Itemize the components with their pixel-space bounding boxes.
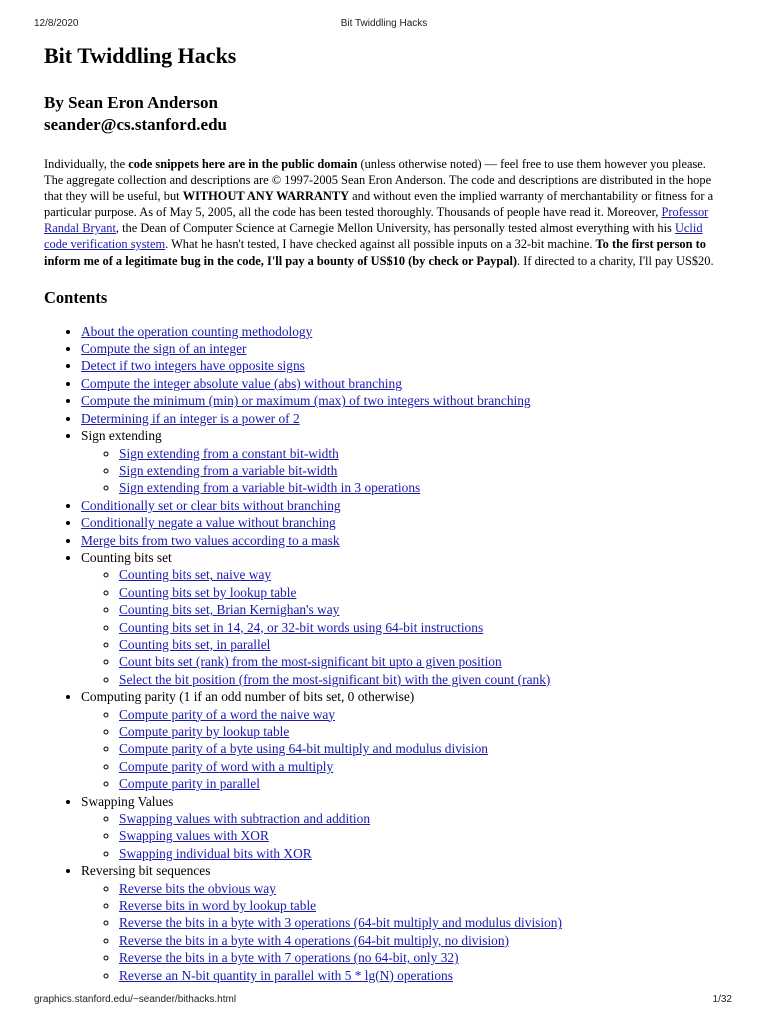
toc-subitem [119, 706, 728, 723]
toc-link[interactable]: Compute the minimum (min) or maximum (max) of two integers without branching [81, 393, 531, 409]
toc-link[interactable]: Compute parity of word with a multiply [119, 758, 334, 774]
toc-subitem [119, 445, 728, 462]
toc-link[interactable]: Compute the sign of an integer [81, 341, 247, 357]
toc-subitem [119, 619, 728, 636]
toc-group-label: Sign extending [81, 428, 162, 444]
toc-link[interactable]: Counting bits set in 14, 24, or 32-bit words using 64-bit instructions [119, 619, 484, 635]
toc-group-label: Computing parity (1 if an odd number of bits set, 0 otherwise) [81, 689, 415, 705]
toc-subitem [119, 810, 728, 827]
author-block [44, 92, 728, 136]
toc-subitem [119, 671, 728, 688]
toc-link[interactable]: Reverse the bits in a byte with 3 operations (64-bit multiply and modulus division) [119, 915, 562, 931]
toc-link[interactable]: Merge bits from two values according to a mask [81, 532, 340, 548]
toc-link[interactable]: Select the bit position (from the most-significant bit) with the given count (rank) [119, 671, 551, 687]
toc-link[interactable]: Reverse bits the obvious way [119, 880, 276, 896]
toc-item [81, 375, 728, 392]
page-title: Bit Twiddling Hacks [44, 43, 237, 68]
toc-link[interactable]: Detect if two integers have opposite signs [81, 358, 305, 374]
page-content [44, 42, 728, 984]
toc-subitem [119, 479, 728, 496]
toc-subitem [119, 775, 728, 792]
toc-link[interactable]: Counting bits set, in parallel [119, 636, 271, 652]
toc-link[interactable]: Compute parity of a byte using 64-bit multiply and modulus division [119, 741, 488, 757]
toc-group-reversing [81, 862, 728, 984]
toc-link[interactable]: Counting bits set by lookup table [119, 584, 297, 600]
intro-bold: WITHOUT ANY WARRANTY [182, 189, 350, 204]
toc-group-counting-bits [81, 549, 728, 688]
intro-bold: To the first person to inform me of a legitimate bug in the code, I'll pay a bounty of US$10 (by check or Paypal) [44, 237, 706, 268]
toc-subitem [119, 584, 728, 601]
toc-item [81, 410, 728, 427]
toc-link[interactable]: Counting bits set, Brian Kernighan's way [119, 602, 340, 618]
print-page-number: 1/32 [712, 994, 732, 1005]
print-url: graphics.stanford.edu/~seander/bithacks.html [34, 994, 237, 1005]
toc-item [81, 357, 728, 374]
toc-link[interactable]: Conditionally negate a value without branching [81, 515, 336, 531]
toc-subitem [119, 897, 728, 914]
toc-link[interactable]: Count bits set (rank) from the most-significant bit upto a given position [119, 654, 502, 670]
toc-subitem [119, 601, 728, 618]
intro-text: , the Dean of Computer Science at Carnegie Mellon University, has personally tested almost everything with his [115, 221, 675, 236]
toc-link[interactable]: Reverse the bits in a byte with 4 operations (64-bit multiply, no division) [119, 932, 510, 948]
toc-link[interactable]: Sign extending from a constant bit-width [119, 445, 339, 461]
author-name: By Sean Eron Anderson [44, 93, 218, 112]
toc-group-swapping [81, 793, 728, 863]
print-footer [0, 994, 768, 1008]
toc-link[interactable]: Compute parity by lookup table [119, 724, 290, 739]
toc-subitem [119, 967, 728, 984]
toc-subitem [119, 932, 728, 949]
toc-subitem [119, 723, 728, 740]
toc-subitem [119, 740, 728, 757]
toc-group-label: Swapping Values [81, 793, 174, 809]
toc-link[interactable]: Swapping individual bits with XOR [119, 845, 312, 861]
print-date: 12/8/2020 [34, 18, 79, 29]
toc-group-parity [81, 688, 728, 792]
intro-bold: code snippets here are in the public domain [128, 157, 358, 171]
toc-link[interactable]: Compute parity of a word the naive way [119, 706, 336, 722]
toc-sublist [81, 566, 728, 688]
intro-text: and without even the implied warranty of merchantability or fitness for a particular purpose. As of May 5, 2005, all the code has been tested thoroughly. Thousands of people have read it. Moreover, [44, 189, 714, 220]
toc-item [81, 340, 728, 357]
toc-item [81, 532, 728, 549]
toc-link[interactable]: Conditionally set or clear bits without branching [81, 497, 341, 513]
toc-item [81, 392, 728, 409]
toc-link[interactable]: Reverse the bits in a byte with 7 operations (no 64-bit, only 32) [119, 950, 459, 966]
toc-subitem [119, 566, 728, 583]
toc-subitem [119, 462, 728, 479]
toc-subitem [119, 949, 728, 966]
toc-sublist [81, 706, 728, 793]
intro-text: . If directed to a charity, I'll pay US$20. [517, 253, 714, 268]
table-of-contents [44, 323, 728, 984]
toc-link[interactable]: Swapping values with subtraction and addition [119, 811, 371, 827]
toc-sublist [81, 810, 728, 862]
toc-link[interactable]: Determining if an integer is a power of 2 [81, 410, 300, 426]
print-header [0, 18, 768, 32]
toc-group-label: Reversing bit sequences [81, 863, 211, 879]
toc-subitem [119, 914, 728, 931]
toc-item [81, 323, 728, 340]
author-email: seander@cs.stanford.edu [44, 115, 227, 134]
toc-link[interactable]: About the operation counting methodology [81, 323, 313, 339]
toc-link[interactable]: Compute parity in parallel [119, 776, 260, 792]
toc-link[interactable]: Sign extending from a variable bit-width [119, 462, 338, 478]
toc-group-label: Counting bits set [81, 549, 172, 565]
toc-item [81, 514, 728, 531]
toc-subitem [119, 636, 728, 653]
toc-subitem [119, 827, 728, 844]
toc-subitem [119, 880, 728, 897]
link-uclid[interactable]: Uclid code verification system [44, 221, 703, 252]
intro-text: . What he hasn't tested, I have checked against all possible inputs on a 32-bit machine. [165, 237, 596, 252]
toc-link[interactable]: Counting bits set, naive way [119, 567, 272, 583]
toc-group-sign-extending [81, 427, 728, 497]
toc-link[interactable]: Compute the integer absolute value (abs) without branching [81, 375, 402, 391]
link-professor-bryant[interactable]: Professor Randal Bryant [44, 205, 709, 236]
toc-link[interactable]: Reverse an N-bit quantity in parallel with 5 * lg(N) operations [119, 967, 453, 983]
intro-text: (unless otherwise noted) — feel free to use them however you please. The aggregate collection and descriptions are © 1997-2005 Sean Eron Anderson. The code and descriptions are distributed in the hope that they will be useful, but [44, 157, 712, 204]
toc-subitem [119, 758, 728, 775]
toc-sublist [81, 880, 728, 984]
toc-link[interactable]: Swapping values with XOR [119, 828, 269, 844]
toc-sublist [81, 445, 728, 497]
intro-paragraph [44, 156, 728, 269]
toc-subitem [119, 845, 728, 862]
toc-item [81, 497, 728, 514]
toc-link[interactable]: Reverse bits in word by lookup table [119, 898, 317, 914]
toc-link[interactable]: Sign extending from a variable bit-width in 3 operations [119, 480, 421, 496]
contents-heading: Contents [44, 287, 108, 307]
toc-subitem [119, 653, 728, 670]
intro-text: Individually, the [44, 157, 129, 171]
print-title: Bit Twiddling Hacks [340, 18, 428, 29]
